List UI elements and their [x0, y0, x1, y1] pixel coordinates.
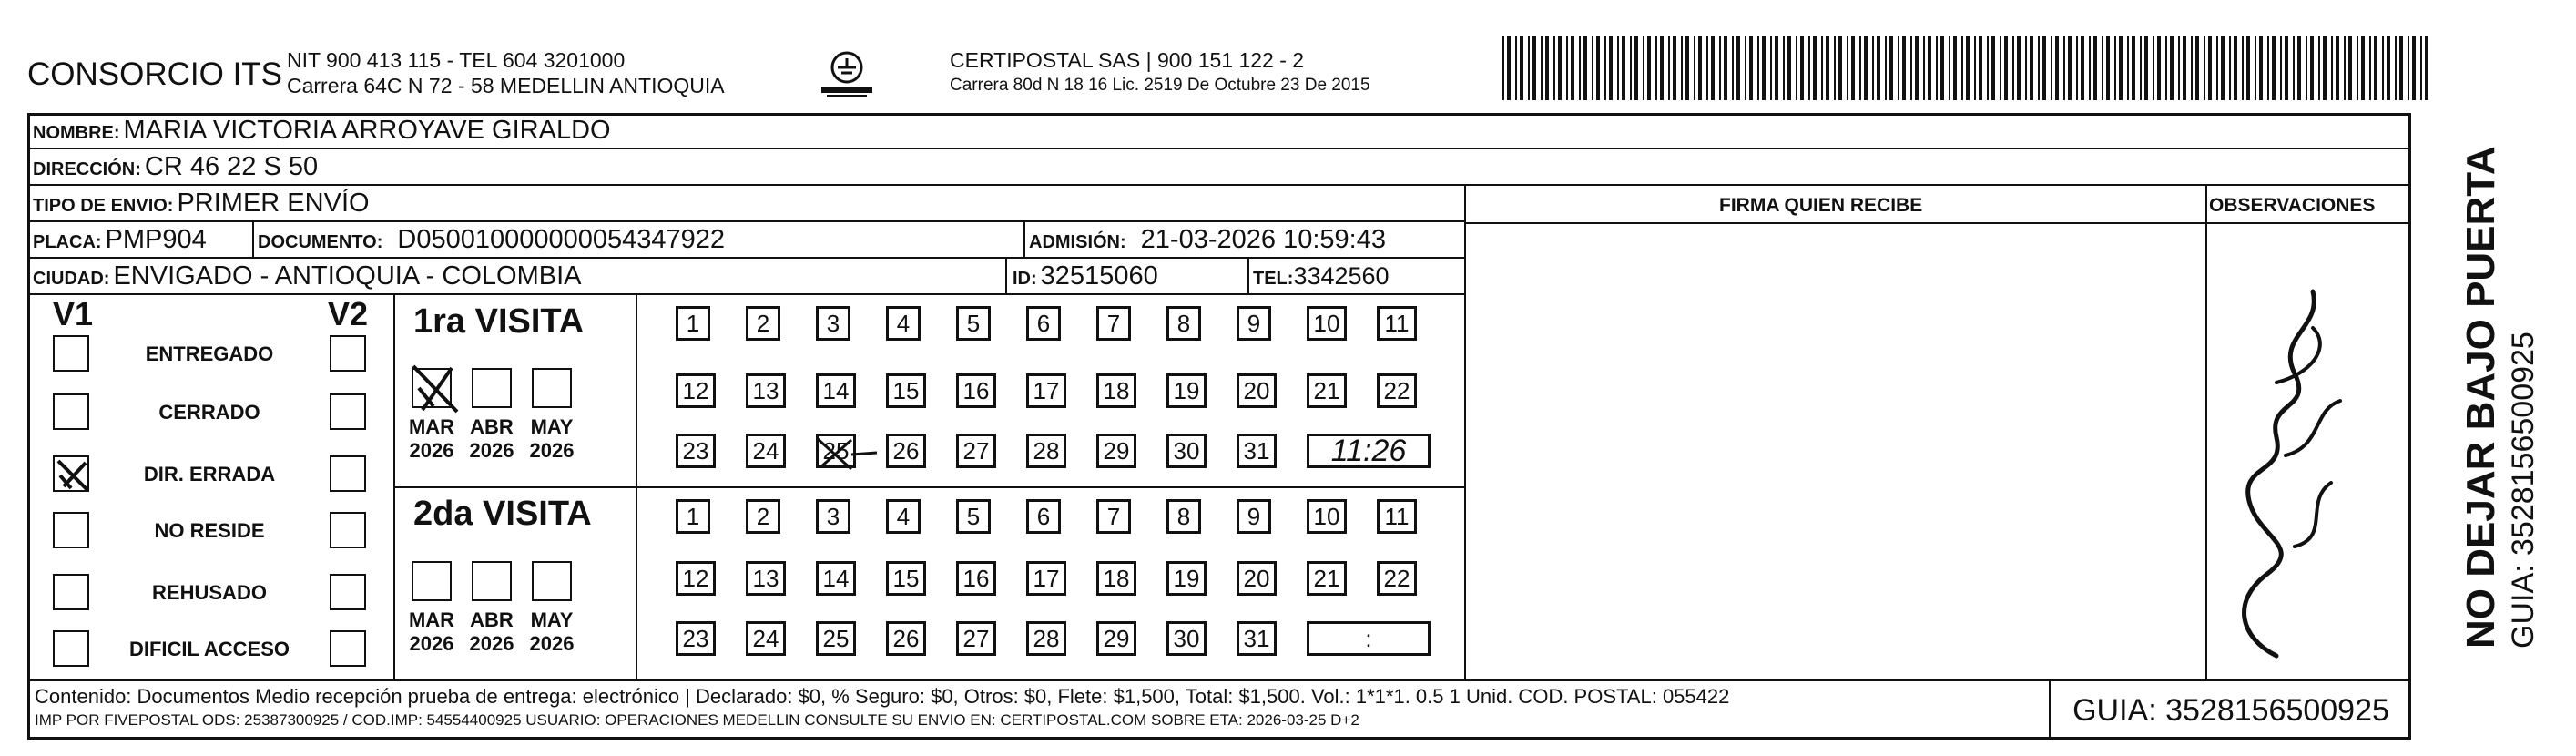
visit-middle-line: [393, 486, 1466, 488]
firma-header-line: [1464, 222, 2411, 224]
no-dejar-text: NO DEJAR BAJO PUERTA: [2459, 146, 2503, 649]
month-name: MAY: [530, 608, 574, 631]
divider: [1005, 259, 1007, 295]
obs-divider: [2205, 186, 2207, 681]
month-label: [402, 608, 461, 656]
month-name: MAY: [530, 415, 574, 438]
day-box[interactable]: 4: [886, 306, 921, 341]
month-year: 2026: [469, 439, 514, 462]
v2-checkbox[interactable]: [330, 455, 366, 492]
day-box[interactable]: 6: [1026, 499, 1061, 534]
month-name: MAR: [408, 415, 455, 438]
month-name: ABR: [470, 608, 514, 631]
nombre-value: MARIA VICTORIA ARROYAVE GIRALDO: [123, 116, 611, 145]
day-box[interactable]: 9: [1237, 499, 1271, 534]
nombre-row: NOMBRE: MARIA VICTORIA ARROYAVE GIRALDO: [27, 113, 2411, 149]
day-box[interactable]: 19: [1166, 373, 1207, 408]
tel-field: TEL:3342560: [1253, 262, 1390, 290]
month-checkbox[interactable]: [472, 368, 512, 408]
v2-checkbox[interactable]: [330, 630, 366, 667]
day-box[interactable]: 2: [746, 499, 780, 534]
status-label: REHUSADO: [152, 581, 267, 604]
month-checkbox[interactable]: [412, 368, 452, 408]
day-box[interactable]: 28: [1026, 434, 1066, 468]
documento-field: DOCUMENTO: D050010000000054347922: [258, 225, 726, 254]
month-year: 2026: [469, 632, 514, 655]
day-box[interactable]: 23: [676, 434, 716, 468]
month-label: [523, 415, 581, 463]
month-year: 2026: [409, 439, 454, 462]
day-box[interactable]: 29: [1096, 621, 1136, 656]
divider: [1023, 222, 1025, 259]
day-box[interactable]: 21: [1307, 561, 1347, 596]
day-box[interactable]: 25: [816, 434, 856, 468]
month-checkbox[interactable]: [532, 561, 572, 601]
day-box[interactable]: 31: [1237, 434, 1277, 468]
day-box[interactable]: 4: [886, 499, 921, 534]
status-label: NO RESIDE: [154, 519, 265, 542]
v2-checkbox[interactable]: [330, 574, 366, 610]
day-box[interactable]: 22: [1377, 373, 1417, 408]
v1-checkbox[interactable]: [53, 335, 89, 372]
v2-checkbox[interactable]: [330, 393, 366, 430]
first-visit-title: 1ra VISITA: [413, 302, 585, 341]
day-box[interactable]: 26: [886, 621, 926, 656]
day-box[interactable]: 17: [1026, 373, 1066, 408]
day-box[interactable]: 16: [956, 373, 996, 408]
day-box[interactable]: 24: [746, 621, 786, 656]
day-box[interactable]: 30: [1166, 434, 1207, 468]
v1-checkbox[interactable]: [53, 455, 89, 492]
imp-line: IMP POR FIVEPOSTAL ODS: 25387300925 / COD.IMP: 54554400925 USUARIO: OPERACIONES MEDELLIN CONSULTE SU ENVIO EN: CERTIPOSTAL.COM SOBRE ETA: 2026-03-25 D+2: [35, 711, 1359, 729]
day-box[interactable]: 27: [956, 434, 996, 468]
day-box[interactable]: 27: [956, 621, 996, 656]
v1-checkbox[interactable]: [53, 393, 89, 430]
day-box[interactable]: 10: [1307, 306, 1347, 341]
tipo-value: PRIMER ENVÍO: [177, 189, 370, 218]
day-box[interactable]: 22: [1377, 561, 1417, 596]
month-label: [402, 415, 461, 463]
v1-label: V1: [53, 295, 94, 332]
day-box[interactable]: 5: [956, 306, 991, 341]
v1-checkbox[interactable]: [53, 512, 89, 548]
firma-header: FIRMA QUIEN RECIBE: [1719, 195, 1923, 216]
tel-value: 3342560: [1293, 262, 1390, 290]
day-box[interactable]: 6: [1026, 306, 1061, 341]
direccion-value: CR 46 22 S 50: [144, 152, 319, 181]
status-label: ENTREGADO: [145, 342, 274, 365]
id-value: 32515060: [1040, 261, 1158, 291]
v2-checkbox[interactable]: [330, 512, 366, 548]
nit-line: NIT 900 413 115 - TEL 604 3201000: [287, 48, 626, 72]
day-box[interactable]: 14: [816, 561, 856, 596]
day-box[interactable]: 12: [676, 561, 716, 596]
day-box[interactable]: 15: [886, 373, 926, 408]
month-name: MAR: [408, 608, 455, 631]
observaciones-header: OBSERVACIONES: [2209, 195, 2376, 216]
ciudad-row: CIUDAD: ENVIGADO - ANTIOQUIA - COLOMBIA: [27, 259, 1466, 295]
ciudad-value: ENVIGADO - ANTIOQUIA - COLOMBIA: [113, 261, 582, 291]
certipostal-info: [950, 47, 1370, 98]
divider: [252, 222, 254, 259]
month-label: [463, 415, 521, 463]
day-box[interactable]: 16: [956, 561, 996, 596]
company-name: CONSORCIO ITS: [27, 56, 283, 92]
v2-checkbox[interactable]: [330, 335, 366, 372]
day-box[interactable]: 23: [676, 621, 716, 656]
v1-checkbox[interactable]: [53, 630, 89, 667]
day-box[interactable]: 7: [1096, 306, 1131, 341]
divider: [1247, 259, 1249, 295]
company-address: Carrera 64C N 72 - 58 MEDELLIN ANTIOQUIA: [287, 74, 725, 97]
month-year: 2026: [529, 632, 575, 655]
day-box[interactable]: 29: [1096, 434, 1136, 468]
guia-box: GUIA: 3528156500925: [2049, 681, 2411, 740]
day-box[interactable]: 1: [676, 306, 710, 341]
certipostal-line: CERTIPOSTAL SAS | 900 151 122 - 2: [950, 48, 1305, 72]
day-box[interactable]: 8: [1166, 306, 1201, 341]
day-box[interactable]: 8: [1166, 499, 1201, 534]
day-box[interactable]: 14: [816, 373, 856, 408]
placa-value: PMP904: [105, 225, 207, 254]
day-box[interactable]: 19: [1166, 561, 1207, 596]
time-box[interactable]: 11:26: [1307, 434, 1431, 468]
status-top-line: [27, 293, 1466, 295]
month-checkbox[interactable]: [412, 561, 452, 601]
day-box[interactable]: 17: [1026, 561, 1066, 596]
side-guia: GUIA: 3528156500925: [2506, 332, 2540, 649]
admision-value: 21-03-2026 10:59:43: [1140, 225, 1386, 254]
day-box[interactable]: 13: [746, 373, 786, 408]
day-box[interactable]: 25: [816, 621, 856, 656]
day-box[interactable]: 1: [676, 499, 710, 534]
admision-field: ADMISIÓN: 21-03-2026 10:59:43: [1029, 225, 1386, 254]
day-box[interactable]: 30: [1166, 621, 1207, 656]
day-box[interactable]: 20: [1237, 373, 1277, 408]
month-name: ABR: [470, 415, 514, 438]
status-label: DIFICIL ACCESO: [128, 638, 290, 660]
month-checkbox[interactable]: [472, 561, 512, 601]
certipostal-address: Carrera 80d N 18 16 Lic. 2519 De Octubre 23 De 2015: [950, 76, 1370, 95]
day-box[interactable]: 9: [1237, 306, 1271, 341]
day-box[interactable]: 18: [1096, 561, 1136, 596]
day-box[interactable]: 12: [676, 373, 716, 408]
day-box[interactable]: 20: [1237, 561, 1277, 596]
month-checkbox[interactable]: [532, 368, 572, 408]
second-visit-title: 2da VISITA: [413, 495, 592, 533]
placa-row: PLACA: PMP904: [27, 222, 1466, 259]
day-box[interactable]: 3: [816, 499, 850, 534]
day-box[interactable]: 11: [1377, 306, 1417, 341]
documento-value: D050010000000054347922: [397, 225, 726, 254]
day-box[interactable]: 10: [1307, 499, 1347, 534]
direccion-row: DIRECCIÓN: CR 46 22 S 50: [27, 149, 2411, 186]
day-box[interactable]: 7: [1096, 499, 1131, 534]
month-label: [523, 608, 581, 656]
certipostal-logo: [820, 47, 874, 102]
day-box[interactable]: 21: [1307, 373, 1347, 408]
v1-checkbox[interactable]: [53, 574, 89, 610]
day-box[interactable]: 28: [1026, 621, 1066, 656]
day-box[interactable]: 15: [886, 561, 926, 596]
day-box[interactable]: 13: [746, 561, 786, 596]
day-box[interactable]: 26: [886, 434, 926, 468]
month-year: 2026: [529, 439, 575, 462]
day-box[interactable]: 11: [1377, 499, 1417, 534]
month-label: [463, 608, 521, 656]
day-box[interactable]: 2: [746, 306, 780, 341]
company-info: [287, 47, 725, 98]
status-label: CERRADO: [158, 401, 260, 424]
handwritten-signature: [2222, 273, 2349, 665]
id-field: ID: 32515060: [1013, 261, 1158, 291]
v2-label: V2: [328, 295, 369, 332]
side-notice: [2459, 146, 2541, 649]
day-box[interactable]: 3: [816, 306, 850, 341]
time-box[interactable]: :: [1307, 621, 1431, 656]
day-box[interactable]: 18: [1096, 373, 1136, 408]
month-year: 2026: [409, 632, 454, 655]
day-box[interactable]: 31: [1237, 621, 1277, 656]
tipo-row: TIPO DE ENVIO: PRIMER ENVÍO: [27, 186, 1466, 222]
contenido-line: Contenido: Documentos Medio recepción prueba de entrega: electrónico | Declarado: $0, % Seguro: $0, Otros: $0, Flete: $1,500, Total: $1,500. Vol.: 1*1*1. 0.5 1 Unid. COD. POSTAL: 055422: [35, 685, 1730, 708]
barcode: [1502, 36, 2429, 100]
day-box[interactable]: 5: [956, 499, 991, 534]
day-box[interactable]: 24: [746, 434, 786, 468]
status-label: DIR. ERRADA: [143, 463, 276, 485]
